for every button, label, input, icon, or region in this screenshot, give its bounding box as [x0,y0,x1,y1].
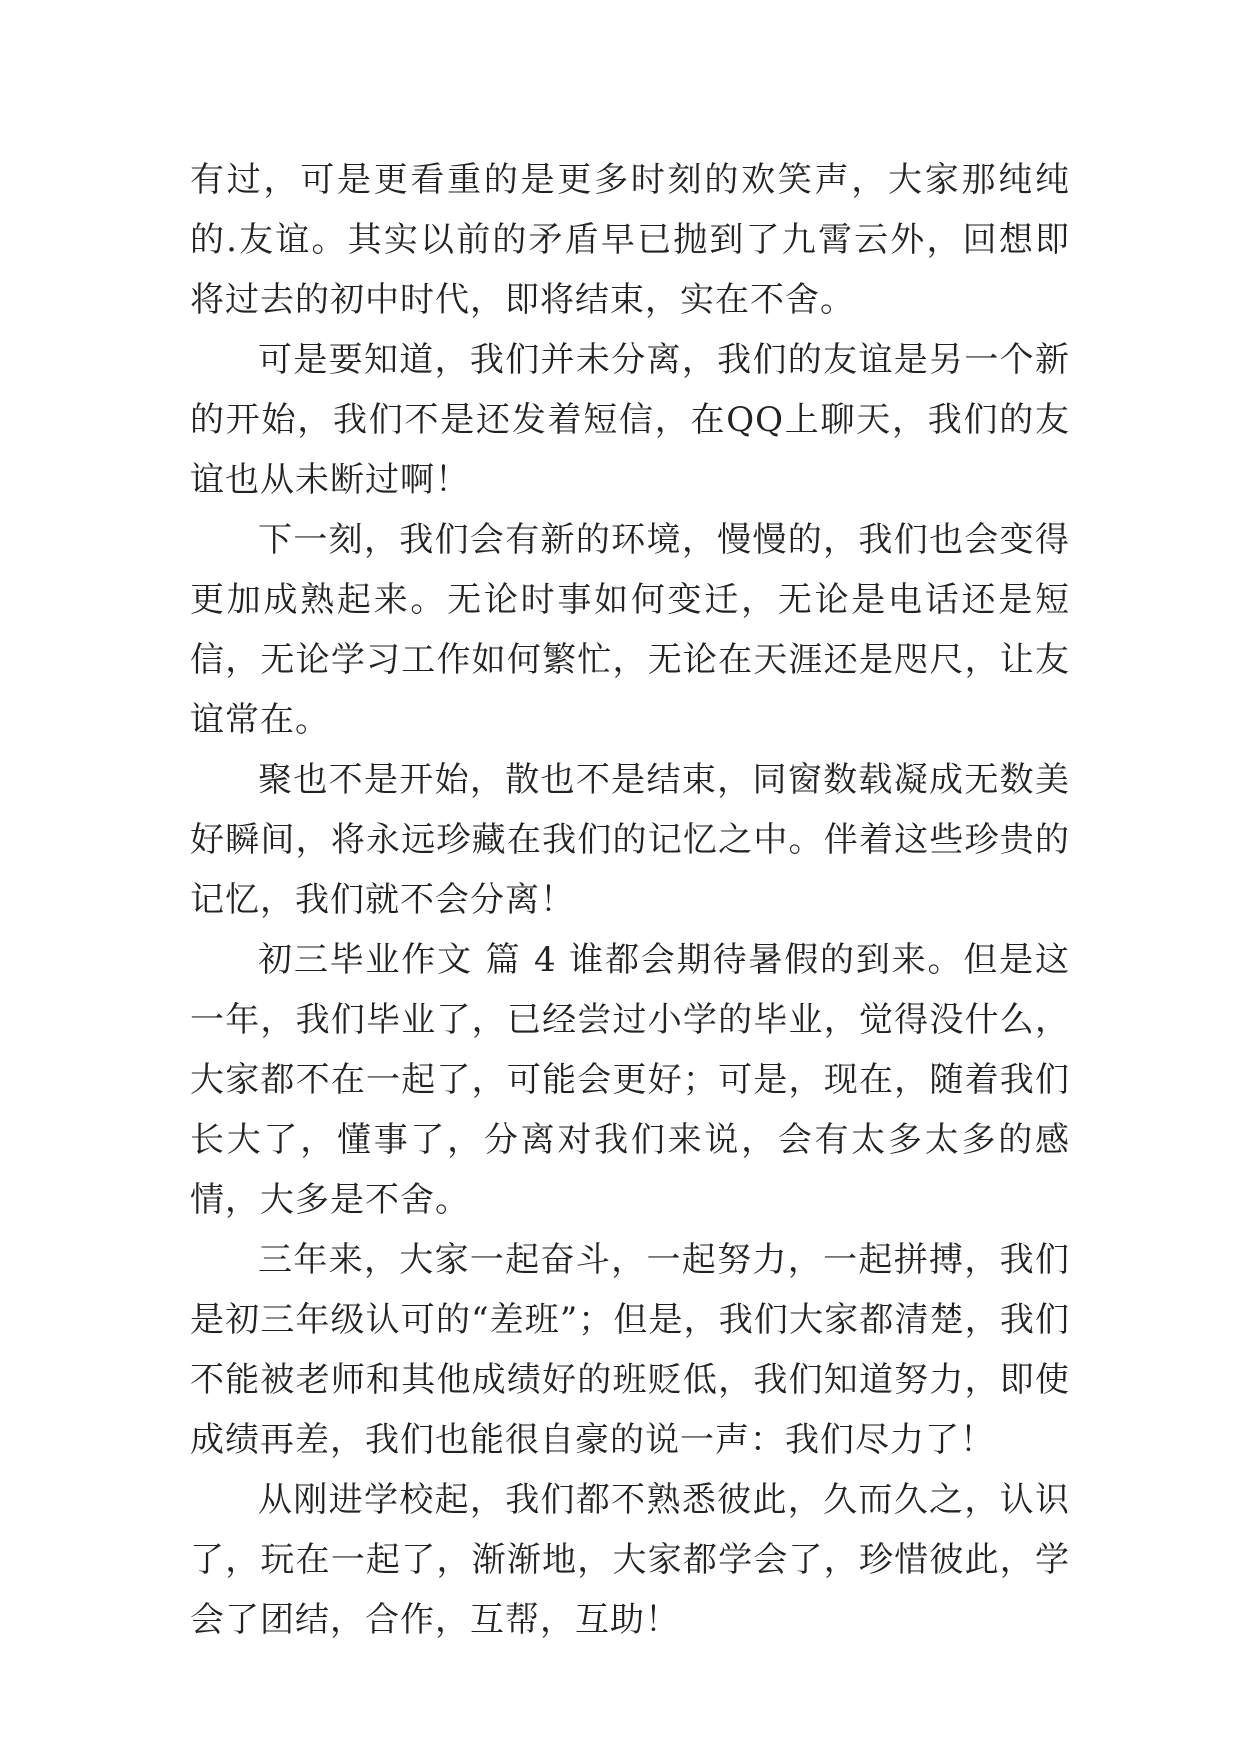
paragraph-5-essay-heading: 初三毕业作文 篇 4 谁都会期待暑假的到来。但是这一年，我们毕业了，已经尝过小学的毕业，觉得没什么，大家都不在一起了，可能会更好；可是，现在，随着我们长大了，懂事了，分离对我们来说，会有太多太多的感情，大多是不舍。 [190,940,1070,1220]
paragraph-7: 从刚进学校起，我们都不熟悉彼此，久而久之，认识了，玩在一起了，渐渐地，大家都学会了，珍惜彼此，学会了团结，合作，互帮，互助！ [190,1480,1070,1640]
essay-body [190,150,1070,1650]
paragraph-1: 有过，可是更看重的是更多时刻的欢笑声，大家那纯纯的.友谊。其实以前的矛盾早已抛到了九霄云外，回想即将过去的初中时代，即将结束，实在不舍。 [190,160,1070,320]
paragraph-2: 可是要知道，我们并未分离，我们的友谊是另一个新的开始，我们不是还发着短信，在QQ上聊天，我们的友谊也从未断过啊！ [190,340,1070,500]
paragraph-3: 下一刻，我们会有新的环境，慢慢的，我们也会变得更加成熟起来。无论时事如何变迁，无论是电话还是短信，无论学习工作如何繁忙，无论在天涯还是咫尺，让友谊常在。 [190,520,1070,740]
paragraph-6: 三年来，大家一起奋斗，一起努力，一起拼搏，我们是初三年级认可的“差班”；但是，我们大家都清楚，我们不能被老师和其他成绩好的班贬低，我们知道努力，即使成绩再差，我们也能很自豪的说一声：我们尽力了！ [190,1240,1070,1460]
paragraph-4: 聚也不是开始，散也不是结束，同窗数载凝成无数美好瞬间，将永远珍藏在我们的记忆之中。伴着这些珍贵的记忆，我们就不会分离！ [190,760,1070,920]
